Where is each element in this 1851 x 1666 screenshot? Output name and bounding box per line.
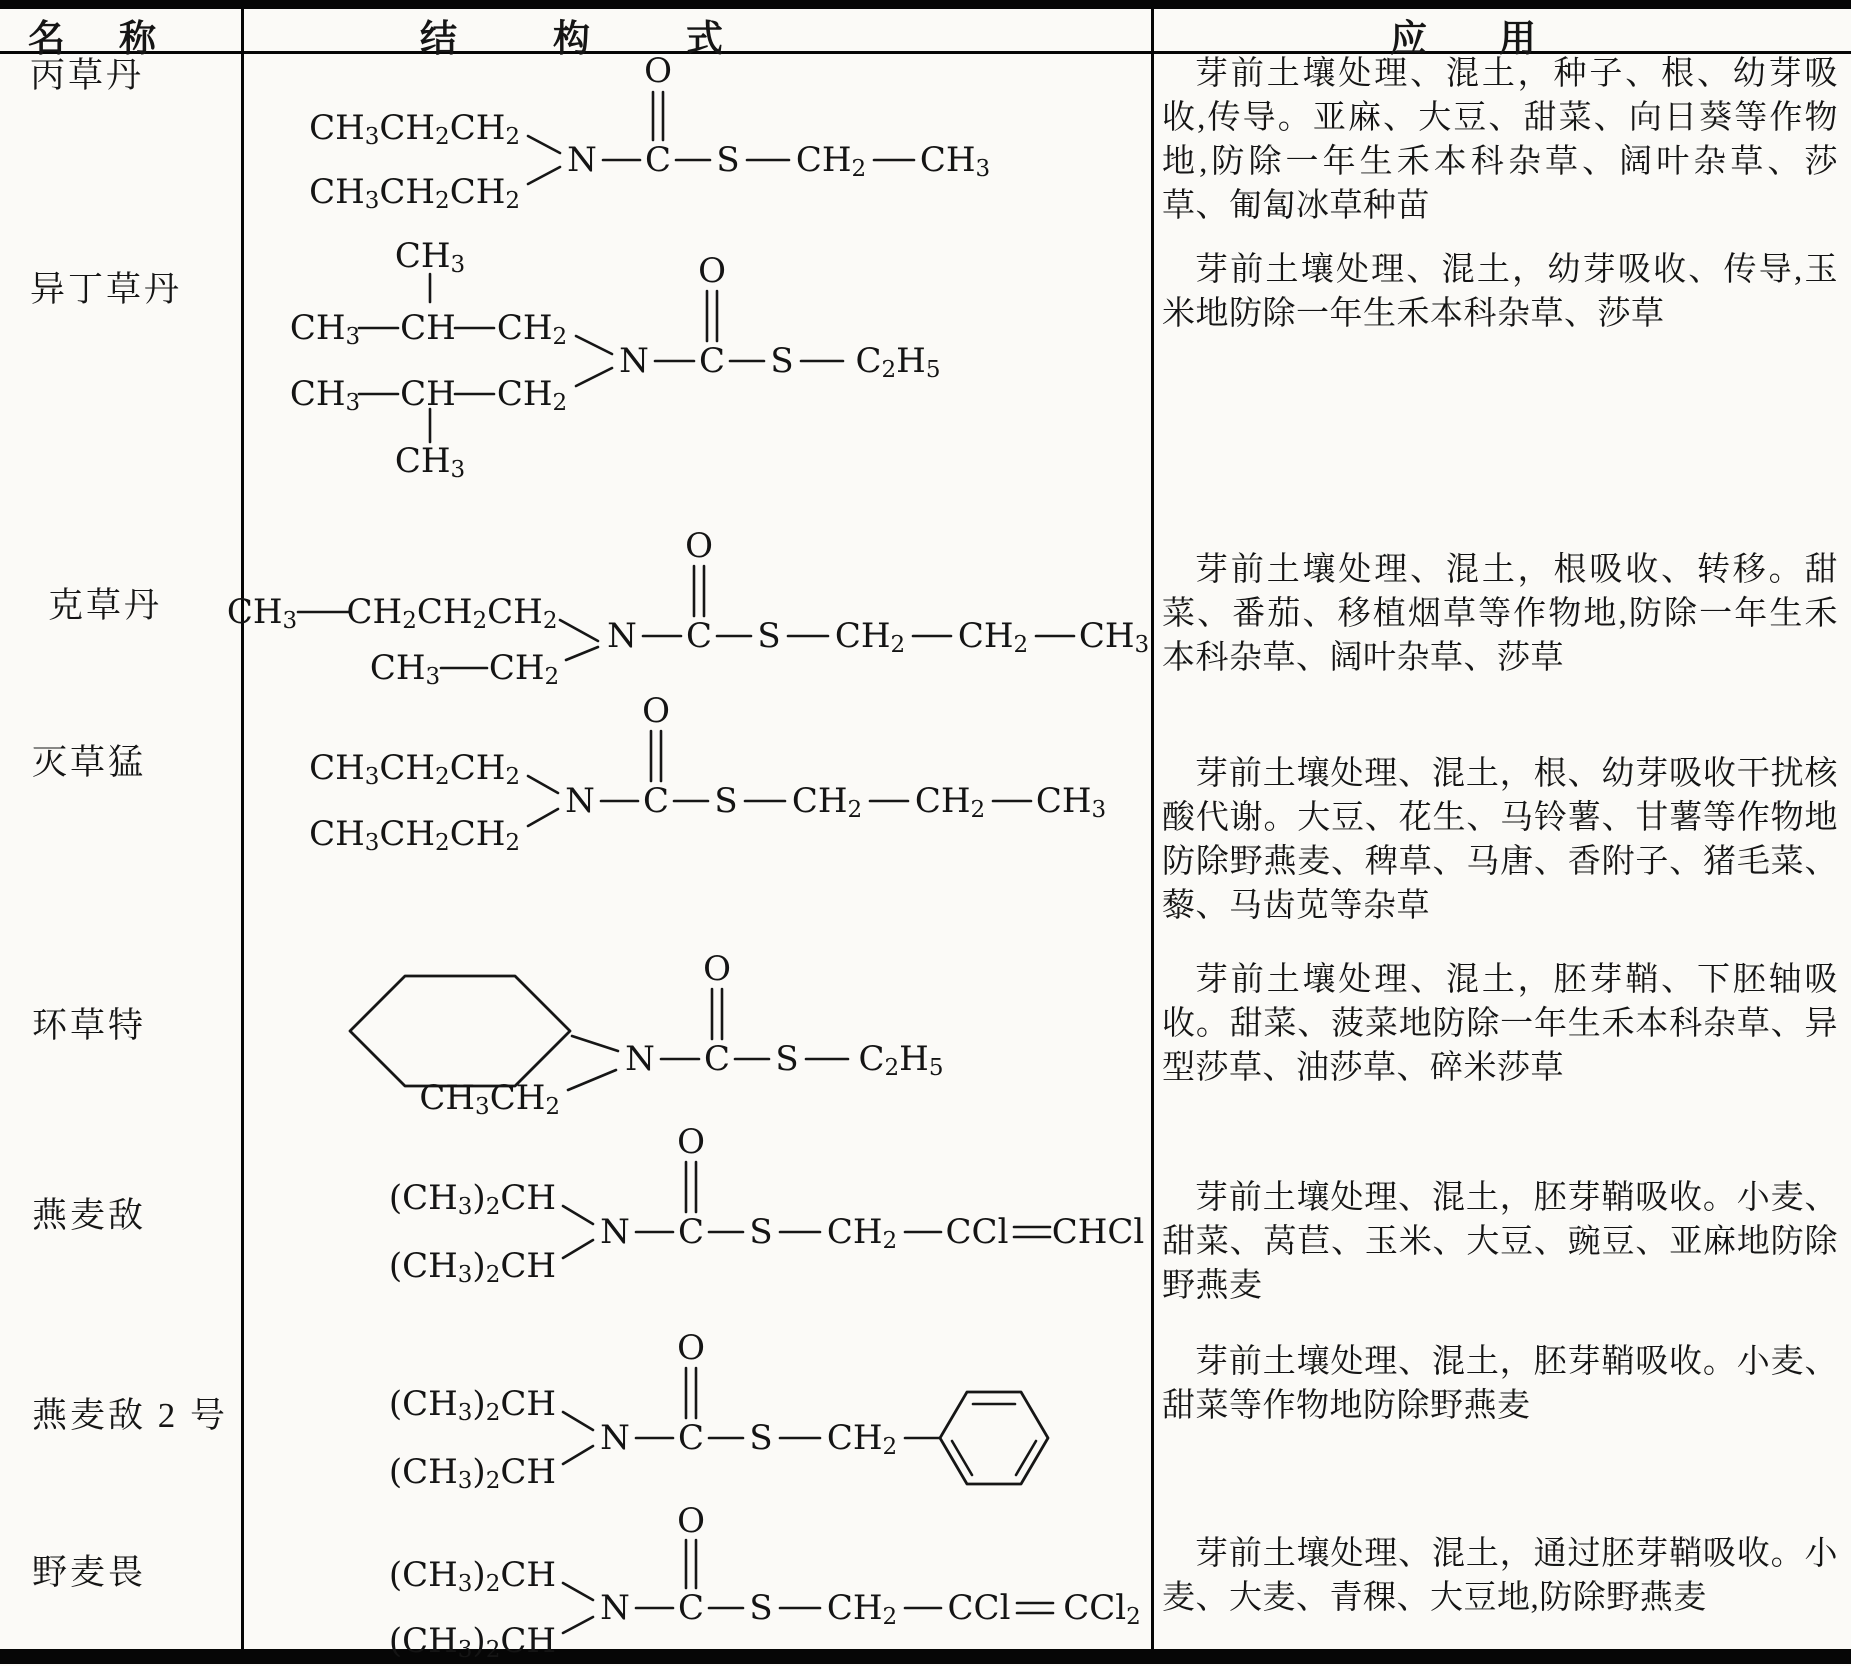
compound-name: 丙草丹: [30, 56, 145, 95]
application-text: 芽前土壤处理、混土，根、幼芽吸收干扰核酸代谢。大豆、花生、马铃薯、甘薯等作物地防除野燕麦、稗草、马唐、香附子、猪毛菜、藜、马齿苋等杂草: [1162, 756, 1838, 924]
application-text: 芽前土壤处理、混土，种子、根、幼芽吸收,传导。亚麻、大豆、甜菜、向日葵等作物地,防除一年生禾本科杂草、阔叶杂草、莎草、匍匐冰草种苗: [1162, 56, 1838, 224]
svg-text:O: O: [698, 251, 726, 291]
svg-text:O: O: [642, 691, 670, 731]
svg-text:S: S: [770, 341, 794, 381]
svg-text:N: N: [625, 1039, 655, 1079]
svg-text:O: O: [677, 1501, 705, 1541]
application-text: 芽前土壤处理、混土，幼芽吸收、传导,玉米地防除一年生禾本科杂草、莎草: [1162, 252, 1838, 332]
svg-text:CH2: $CH_2$: [957, 616, 1029, 658]
svg-text:C2H5: $C_2H_5$: [855, 341, 941, 383]
svg-text:N: N: [600, 1418, 630, 1458]
svg-text:CH2: $CH_2$: [826, 1212, 898, 1254]
svg-text:C: C: [677, 1418, 705, 1458]
svg-text:CH3CH2: $CH_3CH_2$: [419, 1078, 560, 1120]
header-name-column: 名称: [28, 19, 210, 60]
svg-text:C: C: [703, 1039, 731, 1079]
compound-name: 灭草猛: [32, 743, 147, 782]
compound-name: 野麦畏: [32, 1553, 147, 1592]
svg-text:CH2: $CH_2$: [795, 140, 867, 182]
svg-text:S: S: [716, 140, 740, 180]
header-structure-column: 结构式: [420, 19, 819, 60]
column-divider-structure-application: [1151, 9, 1154, 1649]
svg-text:O: O: [677, 1328, 705, 1368]
svg-text:CH2CH2CH2: $CH_2CH_2CH_2$: [346, 592, 558, 634]
svg-text:(CH3)2CH: $(CH_3)_2CH$: [388, 1452, 556, 1494]
application-text: 芽前土壤处理、混土，胚芽鞘吸收。小麦、甜菜等作物地防除野燕麦: [1162, 1344, 1838, 1424]
svg-text:O: O: [703, 949, 731, 989]
svg-text:C: C: [677, 1588, 705, 1628]
svg-text:N: N: [600, 1212, 630, 1252]
svg-text:S: S: [775, 1039, 799, 1079]
svg-text:CH2: $CH_2$: [826, 1418, 898, 1460]
svg-text:CH3: $CH_3$: [369, 648, 441, 690]
svg-text:N: N: [567, 140, 597, 180]
application-text: 芽前土壤处理、混土，通过胚芽鞘吸收。小麦、大麦、青稞、大豆地,防除野燕麦: [1162, 1536, 1838, 1616]
compound-name: 环草特: [32, 1006, 147, 1045]
svg-text:CH3CH2CH2: $CH_3CH_2CH_2$: [309, 748, 520, 790]
svg-text:O: O: [644, 51, 672, 91]
svg-text:(CH3)2CH: $(CH_3)_2CH$: [388, 1246, 556, 1288]
svg-text:CH2: $CH_2$: [488, 648, 560, 690]
application-text: 芽前土壤处理、混土，胚芽鞘、下胚轴吸收。甜菜、菠菜地防除一年生禾本科杂草、异型莎草、油莎草、碎米莎草: [1162, 962, 1838, 1086]
svg-text:CCl: CCl: [945, 1212, 1009, 1252]
svg-text:CH2: $CH_2$: [791, 781, 863, 823]
svg-text:C: C: [642, 781, 670, 821]
svg-text:N: N: [600, 1588, 630, 1628]
svg-text:CCl: CCl: [947, 1588, 1011, 1628]
svg-text:(CH3)2CH: $(CH_3)_2CH$: [388, 1555, 556, 1597]
svg-text:CH3: $CH_3$: [394, 441, 466, 483]
compound-name: 克草丹: [48, 586, 163, 625]
svg-text:(CH3)2CH: $(CH_3)_2CH$: [388, 1621, 556, 1663]
svg-text:CH3CH2CH2: $CH_3CH_2CH_2$: [309, 814, 520, 856]
svg-text:(CH3)2CH: $(CH_3)_2CH$: [388, 1384, 556, 1426]
application-text: 芽前土壤处理、混土，胚芽鞘吸收。小麦、甜菜、莴苣、玉米、大豆、豌豆、亚麻地防除野燕麦: [1162, 1180, 1838, 1304]
svg-text:CH3: $CH_3$: [1035, 781, 1107, 823]
svg-text:CH2: $CH_2$: [496, 374, 568, 416]
svg-text:C2H5: $C_2H_5$: [858, 1039, 944, 1081]
svg-text:C: C: [698, 341, 726, 381]
svg-text:N: N: [619, 341, 649, 381]
svg-text:CH3: $CH_3$: [289, 374, 361, 416]
svg-text:S: S: [714, 781, 738, 821]
table-bottom-border: [0, 1649, 1851, 1664]
svg-text:C: C: [685, 616, 713, 656]
svg-text:O: O: [685, 526, 713, 566]
svg-text:CH3: $CH_3$: [919, 140, 991, 182]
application-text: 芽前土壤处理、混土，根吸收、转移。甜菜、番茄、移植烟草等作物地,防除一年生禾本科杂草、阔叶杂草、莎草: [1162, 552, 1838, 676]
svg-text:S: S: [749, 1212, 773, 1252]
compound-name: 燕麦敌: [32, 1196, 147, 1235]
svg-text:C: C: [644, 140, 672, 180]
svg-text:CCl2: CCl$_2$: [1063, 1588, 1141, 1630]
svg-text:CH3: $CH_3$: [1078, 616, 1150, 658]
svg-text:N: N: [607, 616, 637, 656]
svg-text:C: C: [677, 1212, 705, 1252]
column-divider-name-structure: [241, 9, 244, 1649]
svg-text:S: S: [749, 1418, 773, 1458]
svg-text:CH3: $CH_3$: [394, 236, 466, 278]
header-application-column: 应用: [1390, 19, 1608, 60]
svg-text:CH: CH: [400, 308, 456, 348]
svg-text:CH2: $CH_2$: [496, 308, 568, 350]
compound-name: 异丁草丹: [30, 270, 183, 309]
svg-text:S: S: [749, 1588, 773, 1628]
svg-text:CH2: $CH_2$: [826, 1588, 898, 1630]
svg-text:S: S: [757, 616, 781, 656]
compound-name: 燕麦敌 2 号: [32, 1396, 229, 1435]
svg-text:N: N: [565, 781, 595, 821]
svg-text:CH2: $CH_2$: [914, 781, 986, 823]
svg-text:(CH3)2CH: $(CH_3)_2CH$: [388, 1178, 556, 1220]
svg-text:CH2: $CH_2$: [834, 616, 906, 658]
svg-text:CH3: $CH_3$: [289, 308, 361, 350]
svg-text:CH3: $CH_3$: [226, 592, 298, 634]
svg-text:CH3CH2CH2: $CH_3CH_2CH_2$: [309, 108, 520, 150]
svg-text:CH: CH: [400, 374, 456, 414]
svg-text:CHCl: CHCl: [1051, 1212, 1145, 1252]
svg-text:O: O: [677, 1122, 705, 1162]
svg-text:CH3CH2CH2: $CH_3CH_2CH_2$: [309, 172, 520, 214]
